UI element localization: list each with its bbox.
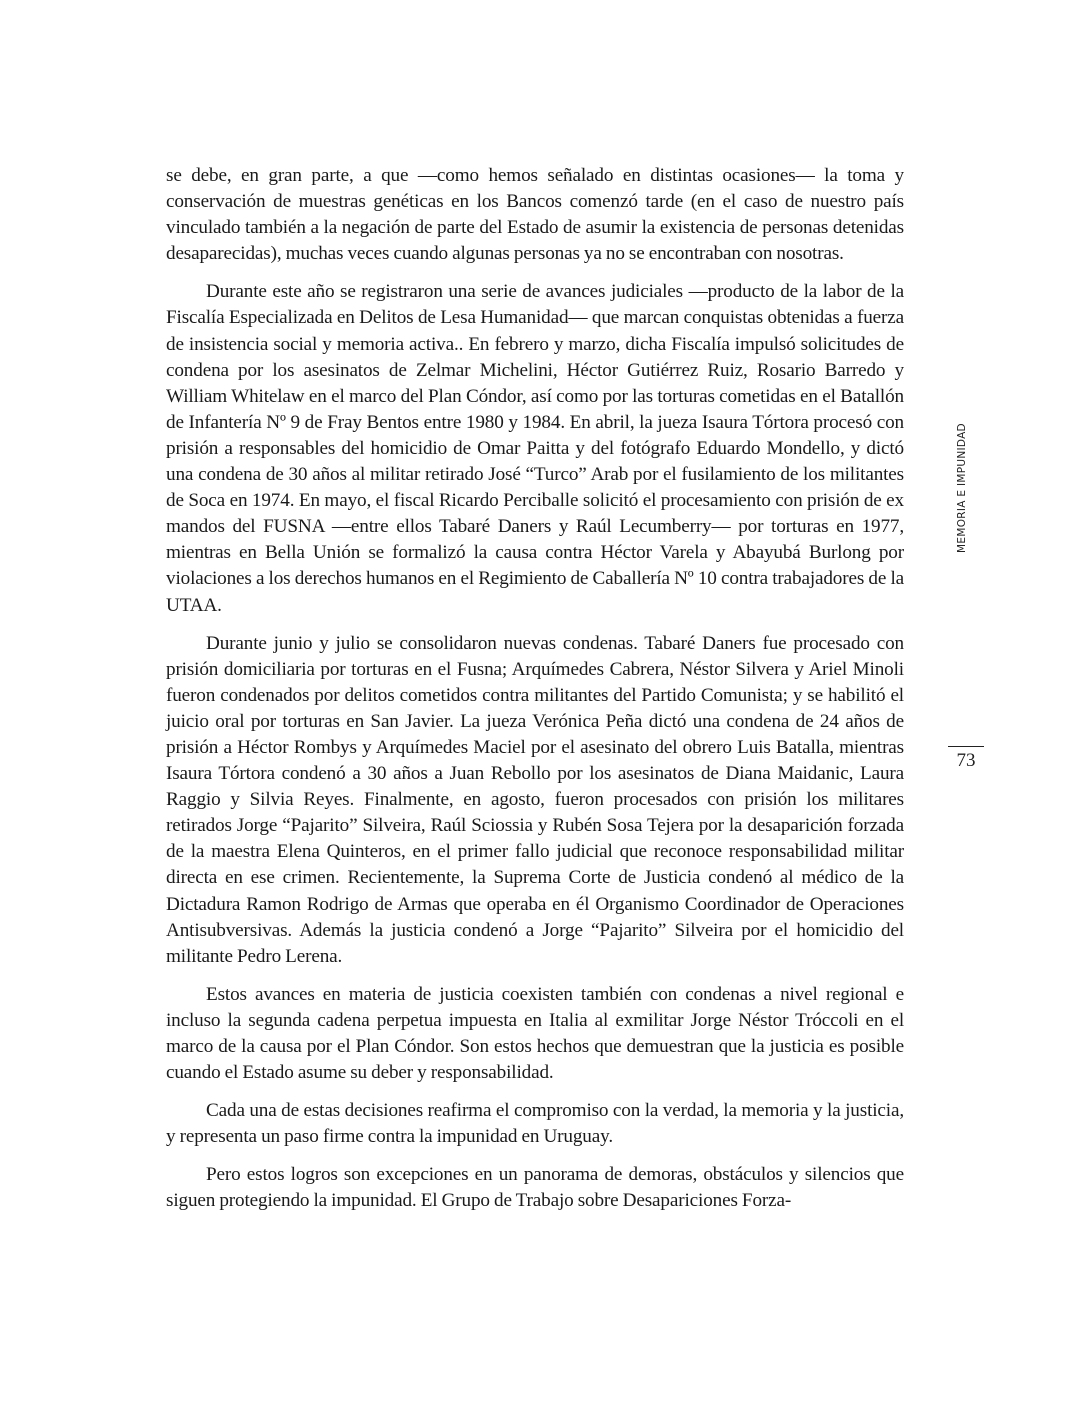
paragraph-5: Cada una de estas decisiones reafirma el compromiso con la verdad, la memoria y la justicia, y representa un paso firme contra la impunidad en Uruguay.: [166, 1100, 904, 1148]
paragraph-6: Pero estos logros son excepciones en un panorama de demoras, obstáculos y silencios que siguen protegiendo la impunidad. El Grupo de Trabajo sobre Desapariciones Forza-: [166, 1164, 904, 1212]
body-text: [166, 163, 904, 1227]
page-number-block: [948, 746, 984, 772]
running-head: MEMORIA E IMPUNIDAD: [956, 423, 968, 553]
page-number-rule: [948, 746, 984, 747]
paragraph-1: se debe, en gran parte, a que —como hemos señalado en distintas ocasiones— la toma y conservación de muestras genéticas en los Bancos comenzó tarde (en el caso de nuestro país vinculado también a la negación de parte del Estado de asumir la existencia de personas detenidas desaparecidas), muchas veces cuando algunas personas ya no se encontraban con nosotras.: [166, 165, 904, 265]
page-number: 73: [956, 750, 976, 771]
paragraph-2: Durante este año se registraron una serie de avances judiciales —producto de la labor de la Fiscalía Especializada en Delitos de Lesa Humanidad— que marcan conquistas obtenidas a fuerza de insistencia social y memoria activa.. En febrero y marzo, dicha Fiscalía impulsó solicitudes de condena por los asesinatos de Zelmar Michelini, Héctor Gutiérrez Ruiz, Rosario Barredo y William Whitelaw en el marco del Plan Cóndor, así como por las torturas cometidas en el Batallón de Infantería Nº 9 de Fray Bentos entre 1980 y 1984. En abril, la jueza Isaura Tórtora procesó con prisión a responsables del homicidio de Omar Paitta y del fotógrafo Eduardo Mondello, y dictó una condena de 30 años al militar retirado José “Turco” Arab por el fusilamiento de los militantes de Soca en 1974. En mayo, el fiscal Ricardo Perciballe solicitó el procesamiento con prisión de ex mandos del FUSNA —entre ellos Tabaré Daners y Raúl Lecumberry— por torturas en 1977, mientras en Bella Unión se formalizó la causa contra Héctor Varela y Abayubá Burlong por violaciones a los derechos humanos en el Regimiento de Caballería Nº 10 contra trabajadores de la UTAA.: [166, 281, 904, 616]
paragraph-3: Durante junio y julio se consolidaron nuevas condenas. Tabaré Daners fue procesado con prisión domiciliaria por torturas en el Fusna; Arquímedes Cabrera, Néstor Silvera y Ariel Minoli fueron condenados por delitos cometidos contra militantes del Partido Comunista; y se habilitó el juicio oral por torturas en San Javier. La jueza Verónica Peña dictó una condena de 24 años de prisión a Héctor Rombys y Arquímedes Maciel por el asesinato del obrero Luis Batalla, mientras Isaura Tórtora condenó a 30 años a Juan Rebollo por los asesinatos de Diana Maidanic, Laura Raggio y Silvia Reyes. Finalmente, en agosto, fueron procesados con prisión los militares retirados Jorge “Pajarito” Silveira, Raúl Sciossia y Rubén Sosa Tejera por la desaparición forzada de la maestra Elena Quinteros, en el primer fallo judicial que reconoce responsabilidad militar directa en ese crimen. Recientemente, la Suprema Corte de Justicia condenó al médico de la Dictadura Ramon Rodrigo de Armas que operaba en él Organismo Coordinador de Operaciones Antisubversivas. Además la justicia condenó a Jorge “Pajarito” Silveira por el homicidio del militante Pedro Lerena.: [166, 632, 904, 967]
paragraph-4: Estos avances en materia de justicia coexisten también con condenas a nivel regional e incluso la segunda cadena perpetua impuesta en Italia al exmilitar Jorge Néstor Tróccoli en el marco de la causa por el Plan Cóndor. Son estos hechos que demuestran que la justicia es posible cuando el Estado asume su deber y responsabilidad.: [166, 983, 904, 1084]
